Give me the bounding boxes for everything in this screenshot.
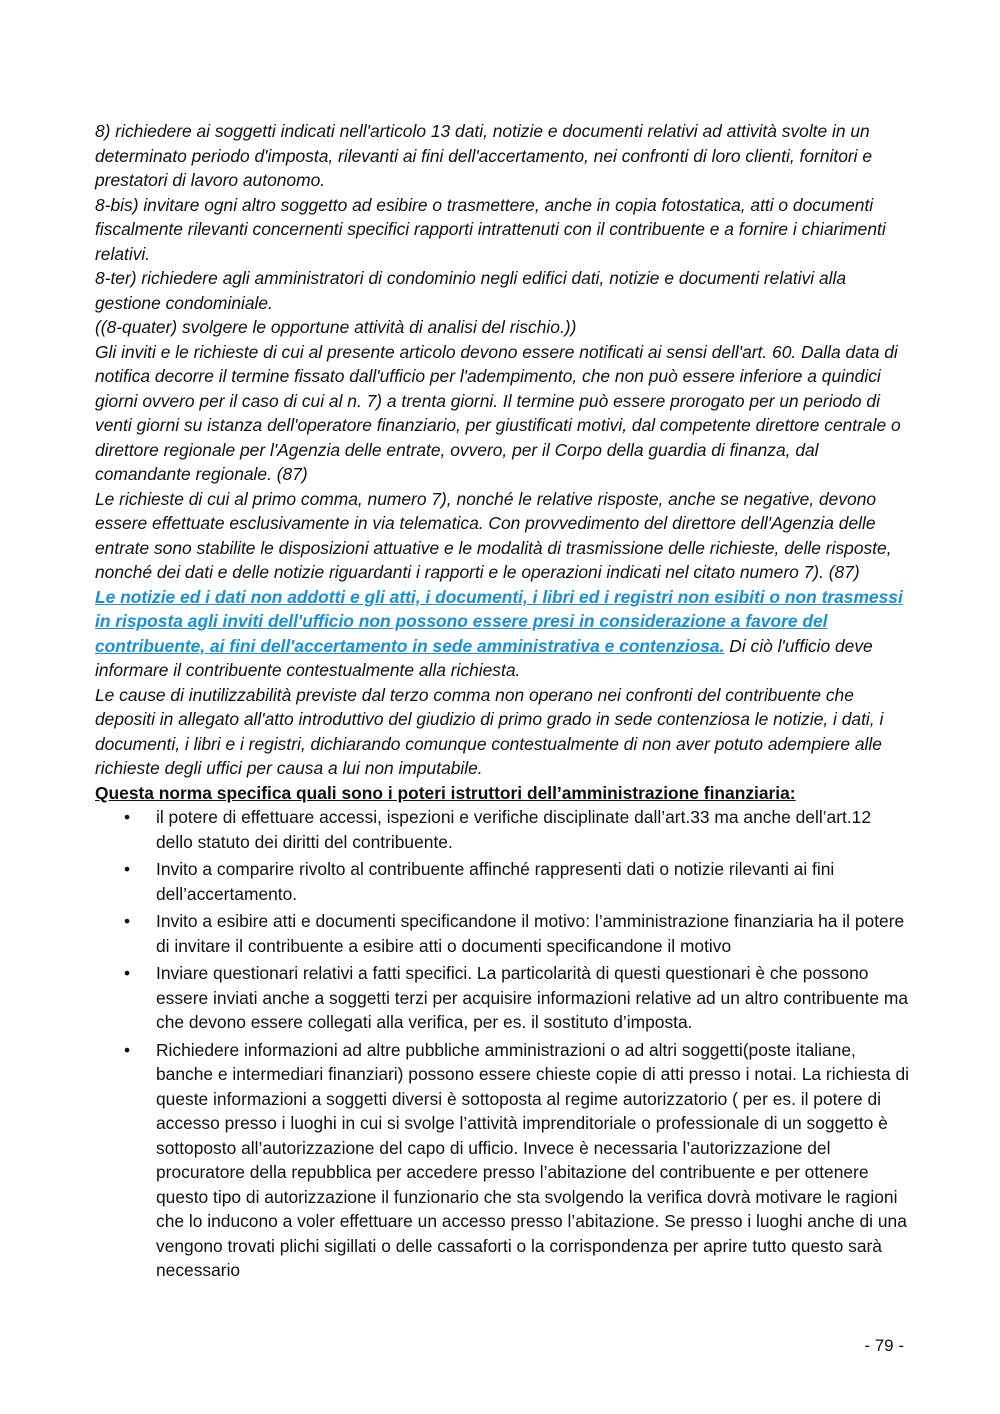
page-number: - 79 -: [864, 1336, 904, 1355]
highlighted-link-text[interactable]: Le notizie ed i dati non addotti e gli atti, i documenti, i libri ed i registri non esibiti o non trasmessi in risposta agli inviti dell'ufficio non possono essere presi in considerazione a favore del contribuente, ai fini dell'accertamento in sede amministrativa e contenziosa.: [95, 586, 903, 656]
list-item: • Invito a comparire rivolto al contribuente affinché rappresenti dati o notizie rilevanti ai fini dell’accertamento.: [95, 857, 910, 906]
paragraph-8-ter: 8-ter) richiedere agli amministratori di condominio negli edifici dati, notizie e documenti relativi alla gestione condominiale.: [95, 268, 847, 313]
paragraph-8: 8) richiedere ai soggetti indicati nell'articolo 13 dati, notizie e documenti relativi ad attività svolte in un determinato periodo d'imposta, rilevanti ai fini dell'accertamento, nei confronti di loro clienti, fornitori e prestatori di lavoro autonomo.: [95, 121, 873, 190]
paragraph-8-bis: 8-bis) invitare ogni altro soggetto ad esibire o trasmettere, anche in copia fotostatica, atti o documenti fiscalmente rilevanti concernenti specifici rapporti intrattenuti con il contribuente e a fornire i chiarimenti relativi.: [95, 194, 886, 264]
paragraph-8-quater: ((8-quater) svolgere le opportune attività di analisi del rischio.)): [95, 317, 577, 337]
powers-list: [95, 805, 910, 1283]
list-item: • Richiedere informazioni ad altre pubbliche amministrazioni o ad altri soggetti(poste italiane, banche e intermediari finanziari) possono essere chieste copie di atti presso i notai. La richiesta di queste informazioni a soggetti diversi è sottoposta al regime autorizzatorio ( per es. il potere di accesso presso i luoghi in cui si svolge l’attività imprenditoriale o professionale di un soggetto è sottoposto all’autorizzazione del capo di ufficio. Invece è necessaria l’autorizzazione del procuratore della repubblica per accedere presso l’abitazione del contribuente e per ottenere questo tipo di autorizzazione il funzionario che sta svolgendo la verifica dovrà motivare le ragioni che lo inducono a voler effettuare un accesso presso l’abitazione. Se presso i luoghi anche di una vengono trovati plichi sigillati o delle cassaforti o la corrispondenza per aprire tutto questo sarà necessario: [95, 1038, 910, 1283]
paragraph-unusable-data: [95, 585, 910, 683]
page-content: [95, 119, 910, 1283]
paragraph-inutilizzabilita: Le cause di inutilizzabilità previste dal terzo comma non operano nei confronti del contribuente che depositi in allegato all'atto introduttivo del giudizio di primo grado in sede contenziosa le notizie, i dati, i documenti, i libri e i registri, dichiarando comunque contestualmente di non aver potuto adempiere alle richieste degli uffici per causa a lui non imputabile.: [95, 684, 884, 778]
paragraph-notifications: Gli inviti e le richieste di cui al presente articolo devono essere notificati ai sensi dell'art. 60. Dalla data di notifica decorre il termine fissato dall'ufficio per l'adempimento, che non può essere inferiore a quindici giorni ovvero per il caso di cui al n. 7) a trenta giorni. Il termine può essere prorogato per un periodo di venti giorni su istanza dell'operatore finanziario, per giustificati motivi, dal competente direttore centrale o direttore regionale per l'Agenzia delle entrate, ovvero, per il Corpo della guardia di finanza, dal comandante regionale. (87): [95, 341, 901, 484]
paragraph-telematic-requests: Le richieste di cui al primo comma, numero 7), nonché le relative risposte, anche se negative, devono essere effettuate esclusivamente in via telematica. Con provvedimento del direttore dell'Agenzia delle entrate sono stabilite le disposizioni attuative e le modalità di trasmissione delle richieste, delle risposte, nonché dei dati e delle notizie riguardanti i rapporti e le operazioni indicati nel citato numero 7). (87): [95, 488, 892, 582]
list-item: • il potere di effettuare accessi, ispezioni e verifiche disciplinate dall’art.33 ma anche dell’art.12 dello statuto dei diritti del contribuente.: [95, 805, 910, 854]
paragraph-unusable-data-rest: Di ciò l'ufficio deve informare il contribuente contestualmente alla richiesta.: [95, 635, 873, 680]
list-item: • Invito a esibire atti e documenti specificandone il motivo: l’amministrazione finanziaria ha il potere di invitare il contribuente a esibire atti o documenti specificandone il motivo: [95, 909, 910, 958]
section-heading: Questa norma specifica quali sono i poteri istruttori dell’amministrazione finanziaria:: [95, 782, 796, 803]
list-item: • Inviare questionari relativi a fatti specifici. La particolarità di questi questionari è che possono essere inviati anche a soggetti terzi per acquisire informazioni relative ad un altro contribuente ma che devono essere collegati alla verifica, per es. il sostituto d’imposta.: [95, 961, 910, 1035]
